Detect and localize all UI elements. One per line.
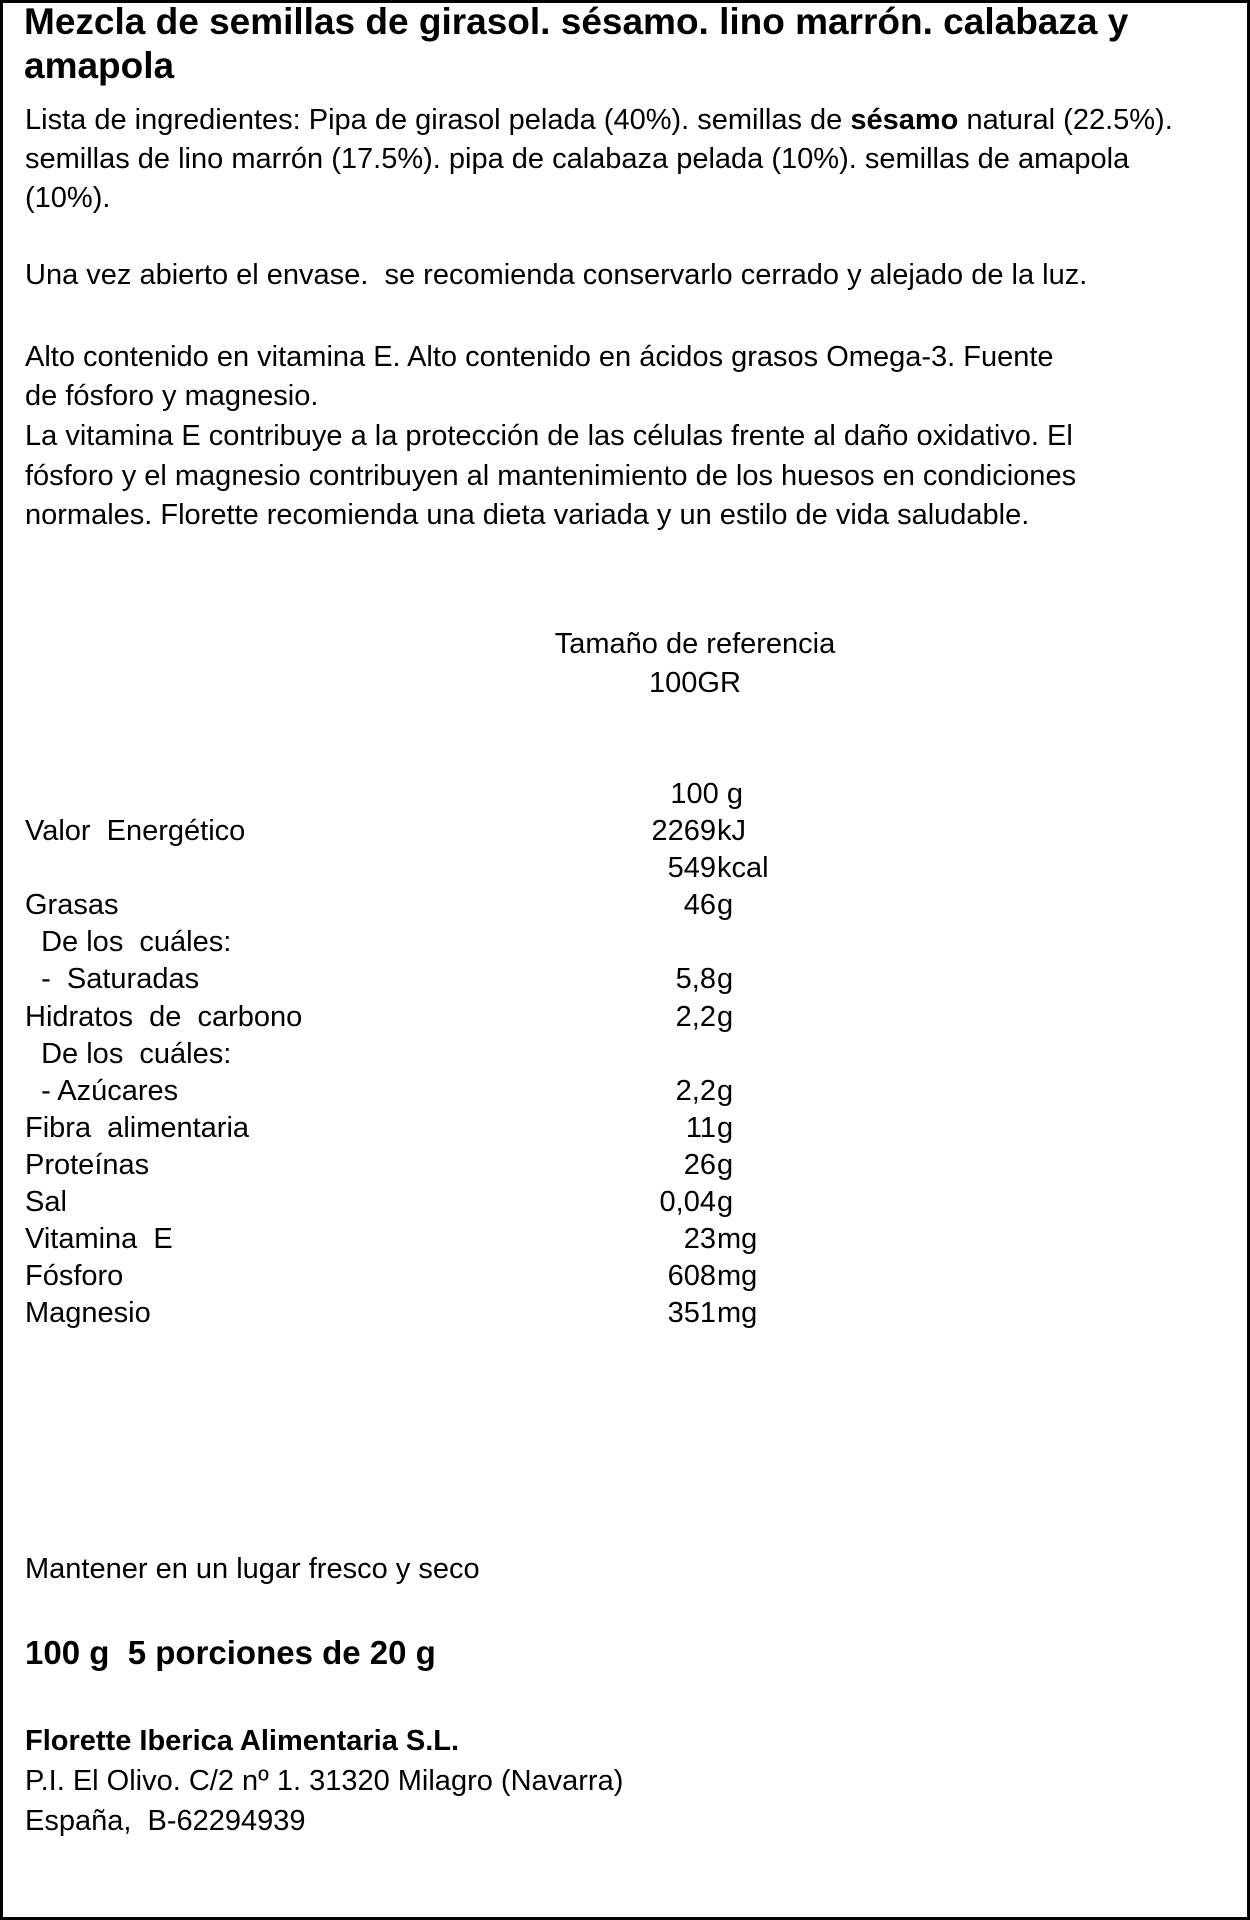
- ingredients-text-post: natural (22.5%). semillas de lino marrón (17.5%). pipa de calabaza pelada (10%). semillas de amapola (10%).: [25, 104, 1173, 214]
- nutrition-row-unit: g: [717, 1074, 734, 1107]
- nutrition-row-label: Proteínas: [25, 1148, 150, 1181]
- company-address: P.I. El Olivo. C/2 nº 1. 31320 Milagro (Navarra): [25, 1765, 624, 1797]
- nutrition-row-unit: g: [717, 1111, 734, 1144]
- nutrition-row-unit: kcal: [717, 852, 769, 885]
- nutrition-row-unit: g: [717, 963, 734, 996]
- nutrition-row-label: Magnesio: [25, 1297, 151, 1330]
- nutrition-row-unit: kJ: [717, 815, 746, 847]
- nutrition-row-unit: g: [717, 889, 734, 922]
- claims-line-4: fósforo y el magnesio contribuyen al mantenimiento de los huesos en condiciones: [25, 460, 1077, 492]
- nutrition-row-value: 26: [683, 1148, 716, 1181]
- ingredients-text-pre: Lista de ingredientes: Pipa de girasol pelada (40%). semillas de: [25, 104, 851, 136]
- nutrition-row-unit: g: [717, 1148, 734, 1181]
- nutrition-row-unit: mg: [717, 1260, 758, 1293]
- nutrition-row-value: 46: [683, 889, 716, 922]
- nutrition-row-label: De los cuáles:: [25, 1037, 232, 1070]
- ingredients-list: [25, 101, 1205, 218]
- nutrition-row-value: 549: [667, 852, 716, 885]
- reference-size-value: 100GR: [649, 667, 741, 699]
- nutrition-row-label: Hidratos de carbono: [25, 1000, 303, 1033]
- storage-open-note: Una vez abierto el envase. se recomienda conservarlo cerrado y alejado de la luz.: [25, 259, 1088, 291]
- reference-size-label: Tamaño de referencia: [554, 628, 836, 660]
- company-name: Florette Iberica Alimentaria S.L.: [25, 1725, 460, 1757]
- nutrition-row-value: 23: [683, 1223, 716, 1256]
- nutrition-row-value: 0,04: [659, 1186, 716, 1218]
- claims-line-3: La vitamina E contribuye a la protección de las células frente al daño oxidativo. El: [25, 420, 1073, 452]
- nutrition-row-label: Valor Energético: [25, 815, 246, 847]
- portions-info: 100 g 5 porciones de 20 g: [25, 1634, 436, 1671]
- claims-line-5: normales. Florette recomienda una dieta variada y un estilo de vida saludable.: [25, 499, 1030, 531]
- nutrition-row-value: 2269: [651, 815, 716, 847]
- claims-line-2: de fósforo y magnesio.: [25, 380, 319, 412]
- nutrition-row-label: - Azúcares: [25, 1074, 179, 1107]
- company-country: España, B-62294939: [25, 1805, 306, 1837]
- nutrition-row-label: Grasas: [25, 889, 119, 922]
- ingredients-allergen: sésamo: [850, 104, 959, 136]
- nutrition-row-label: - Saturadas: [25, 963, 200, 996]
- nutrition-row-value: 608: [667, 1260, 716, 1293]
- nutrition-row-value: 2,2: [675, 1074, 716, 1107]
- nutrition-row-label: De los cuáles:: [25, 926, 232, 959]
- nutrition-row-unit: g: [717, 1000, 734, 1033]
- nutrition-row-label: Fibra alimentaria: [25, 1111, 250, 1144]
- nutrition-row-value: 2,2: [675, 1000, 716, 1033]
- claims-line-1: Alto contenido en vitamina E. Alto contenido en ácidos grasos Omega-3. Fuente: [25, 341, 1054, 373]
- nutrition-row-value: 11: [685, 1111, 716, 1144]
- product-title: Mezcla de semillas de girasol. sésamo. lino marrón. calabaza y amapola: [24, 1, 1129, 86]
- nutrition-row-unit: g: [717, 1186, 734, 1218]
- nutrition-row-value: 5,8: [675, 963, 716, 996]
- nutrition-row-unit: mg: [717, 1223, 758, 1256]
- nutrition-row-label: Fósforo: [25, 1260, 124, 1293]
- storage-instructions: Mantener en un lugar fresco y seco: [25, 1553, 480, 1585]
- nutrition-row-label: Vitamina E: [25, 1223, 173, 1256]
- nutrition-row-unit: mg: [717, 1297, 758, 1330]
- nutrition-row-value: 351: [667, 1297, 716, 1330]
- nutrition-row-label: Sal: [25, 1186, 67, 1218]
- nutrition-column-header: 100 g: [670, 778, 743, 810]
